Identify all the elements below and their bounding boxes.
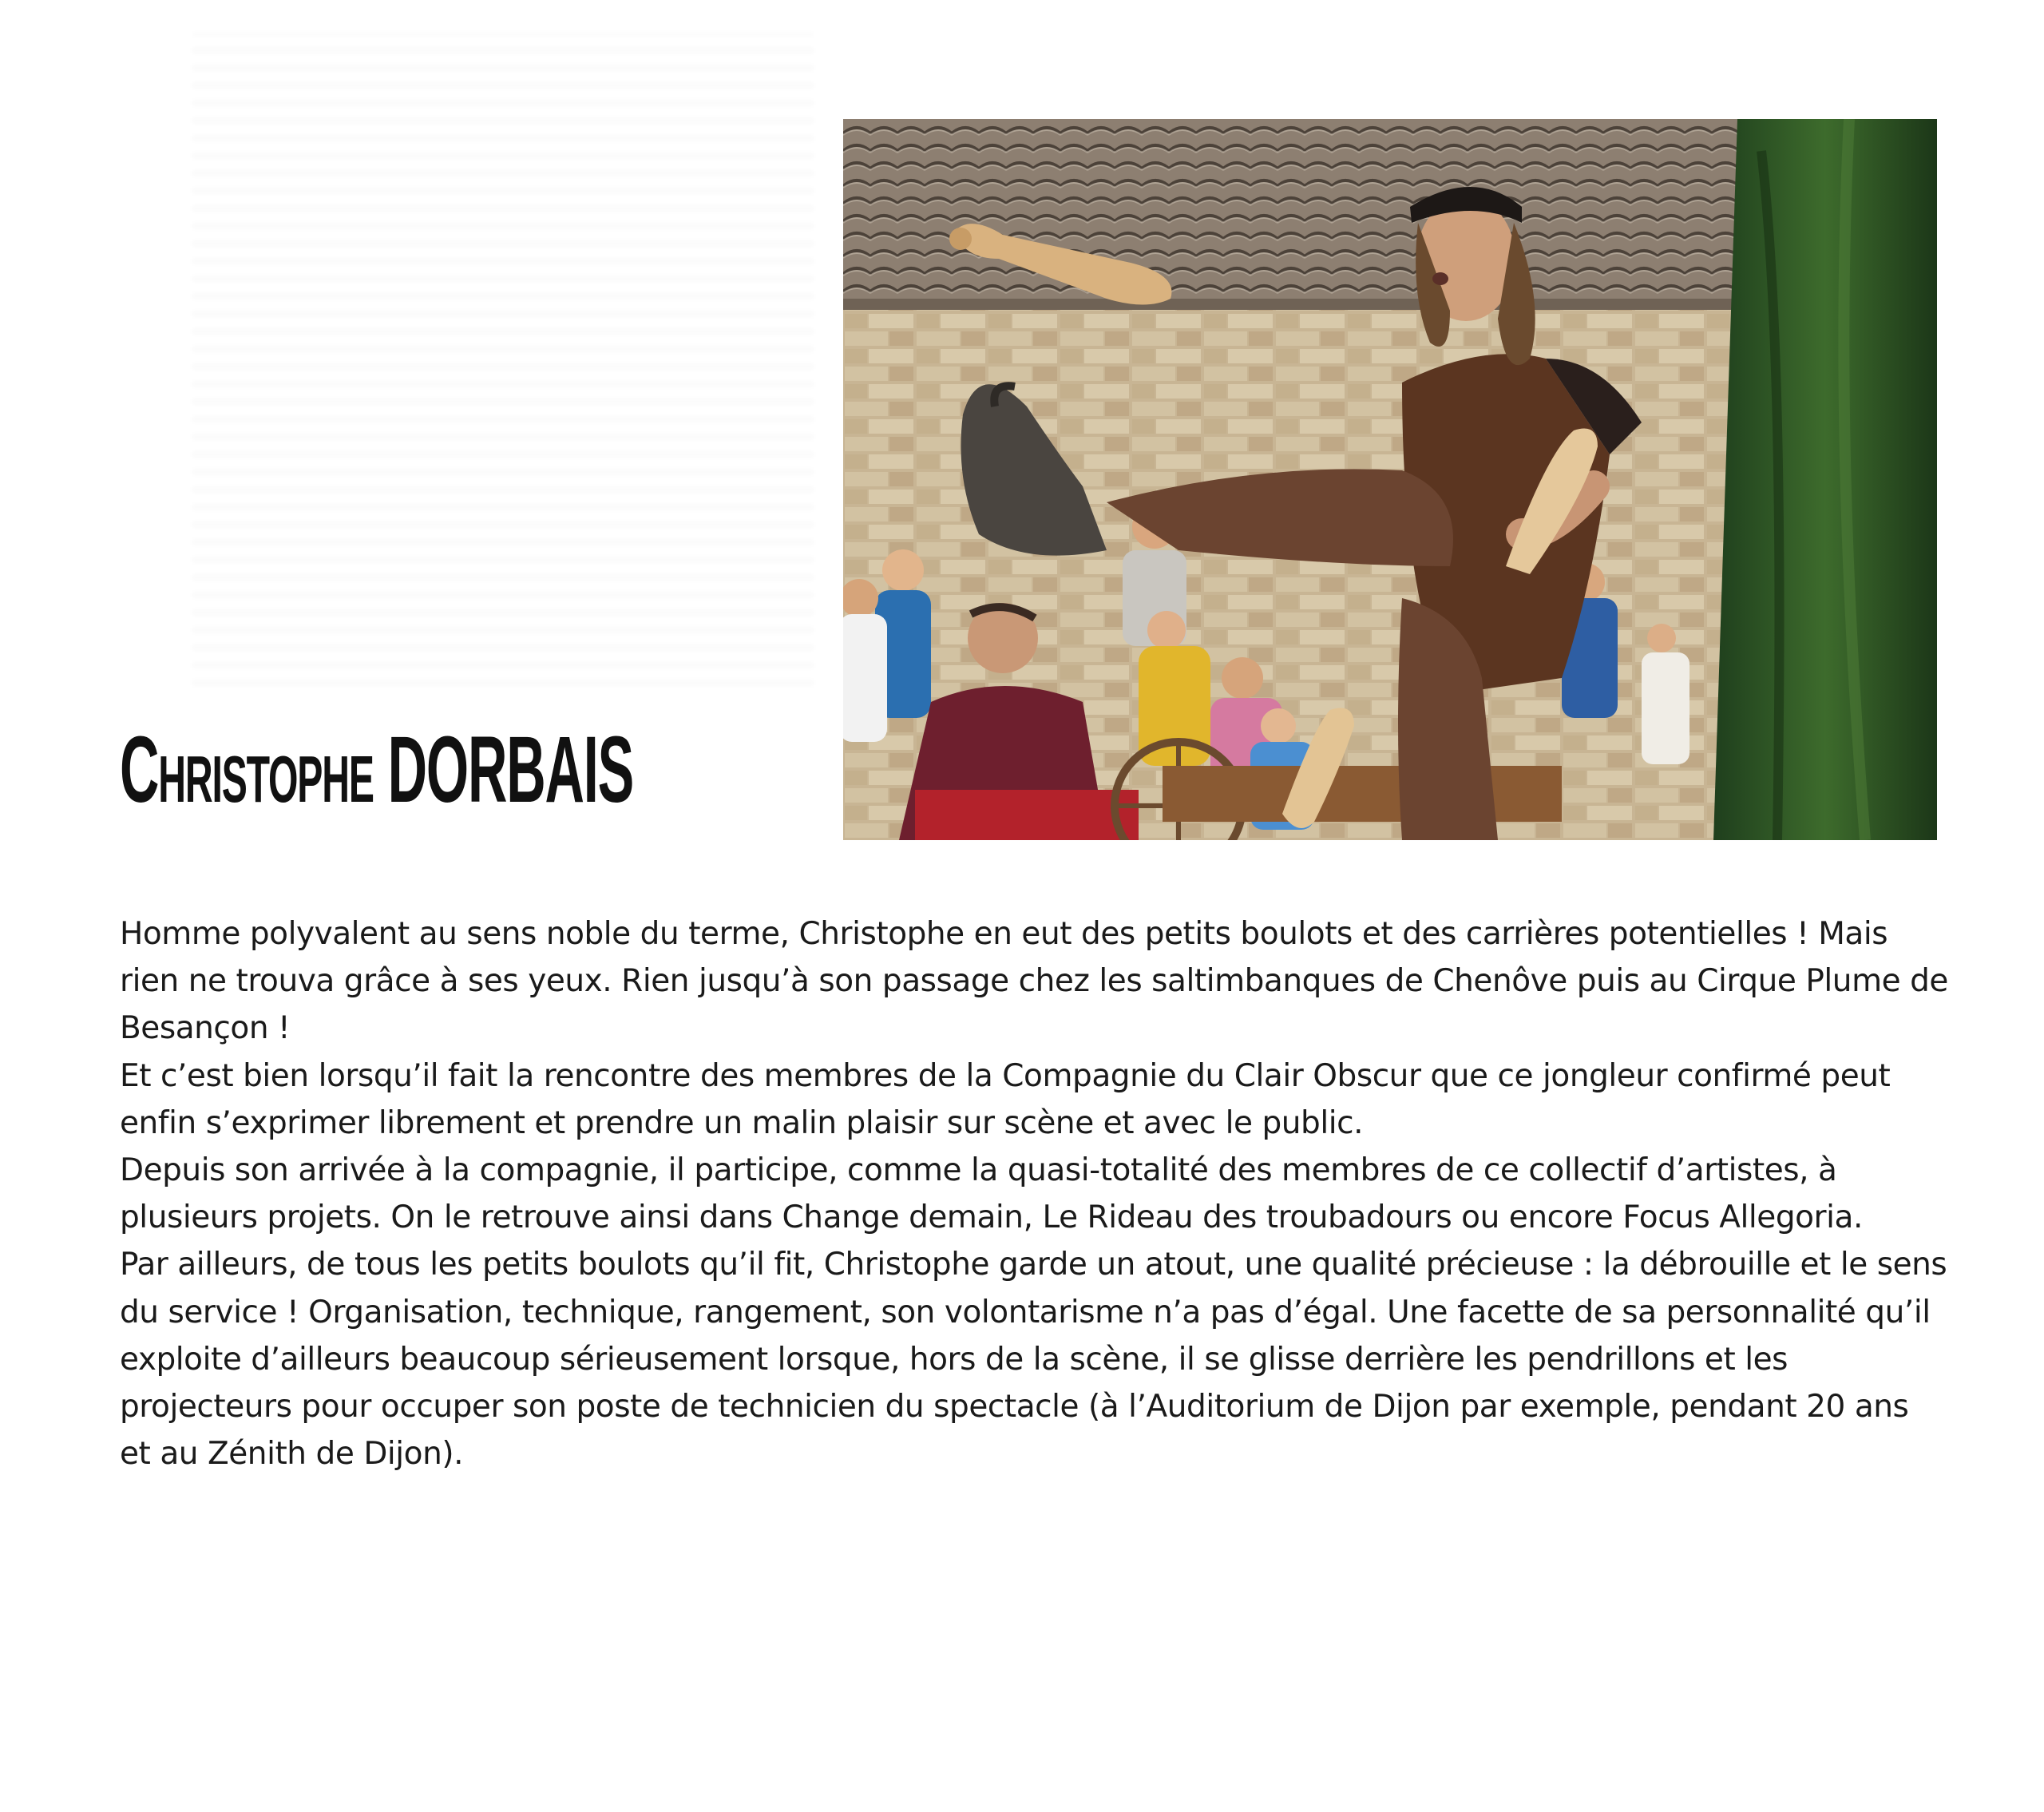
- biography-paragraph-4: Par ailleurs, de tous les petits boulots qu’il fit, Christophe garde un atout, une qualité précieuse : la débrouille et le sens du service ! Organisation, technique, rangement, son volontarisme n’a pas d’égal. Une facette de sa personnalité qu’il exploite d’ailleurs beaucoup sérieusement lorsque, hors de la scène, il se glisse derrière les pendrillons et les projecteurs pour occuper son poste de technicien du spectacle (à l’Auditorium de Dijon par exemple, pendant 20 ans et au Zénith de Dijon).: [120, 1247, 1947, 1473]
- juggler-photo-illustration: [843, 119, 1937, 840]
- page-title: Christophe DORBAIS: [120, 717, 634, 823]
- biography-text: [120, 910, 1948, 1477]
- faint-background-texture: [192, 32, 814, 687]
- biography-paragraph-2: Et c’est bien lorsqu’il fait la rencontre des membres de la Compagnie du Clair Obscur que ce jongleur confirmé peut enfin s’exprimer librement et prendre un malin plaisir sur scène et avec le public.: [120, 1057, 1891, 1141]
- biography-paragraph-1: Homme polyvalent au sens noble du terme, Christophe en eut des petits boulots et des carrières potentielles ! Mais rien ne trouva grâce à ses yeux. Rien jusqu’à son passage chez les saltimbanques de Chenôve puis au Cirque Plume de Besançon !: [120, 916, 1948, 1047]
- biography-paragraph-3: Depuis son arrivée à la compagnie, il participe, comme la quasi-totalité des membres de ce collectif d’artistes, à plusieurs projets. On le retrouve ainsi dans Change demain, Le Rideau des troubadours ou encore Focus Allegoria.: [120, 1152, 1863, 1236]
- juggler-photo: [843, 119, 1937, 840]
